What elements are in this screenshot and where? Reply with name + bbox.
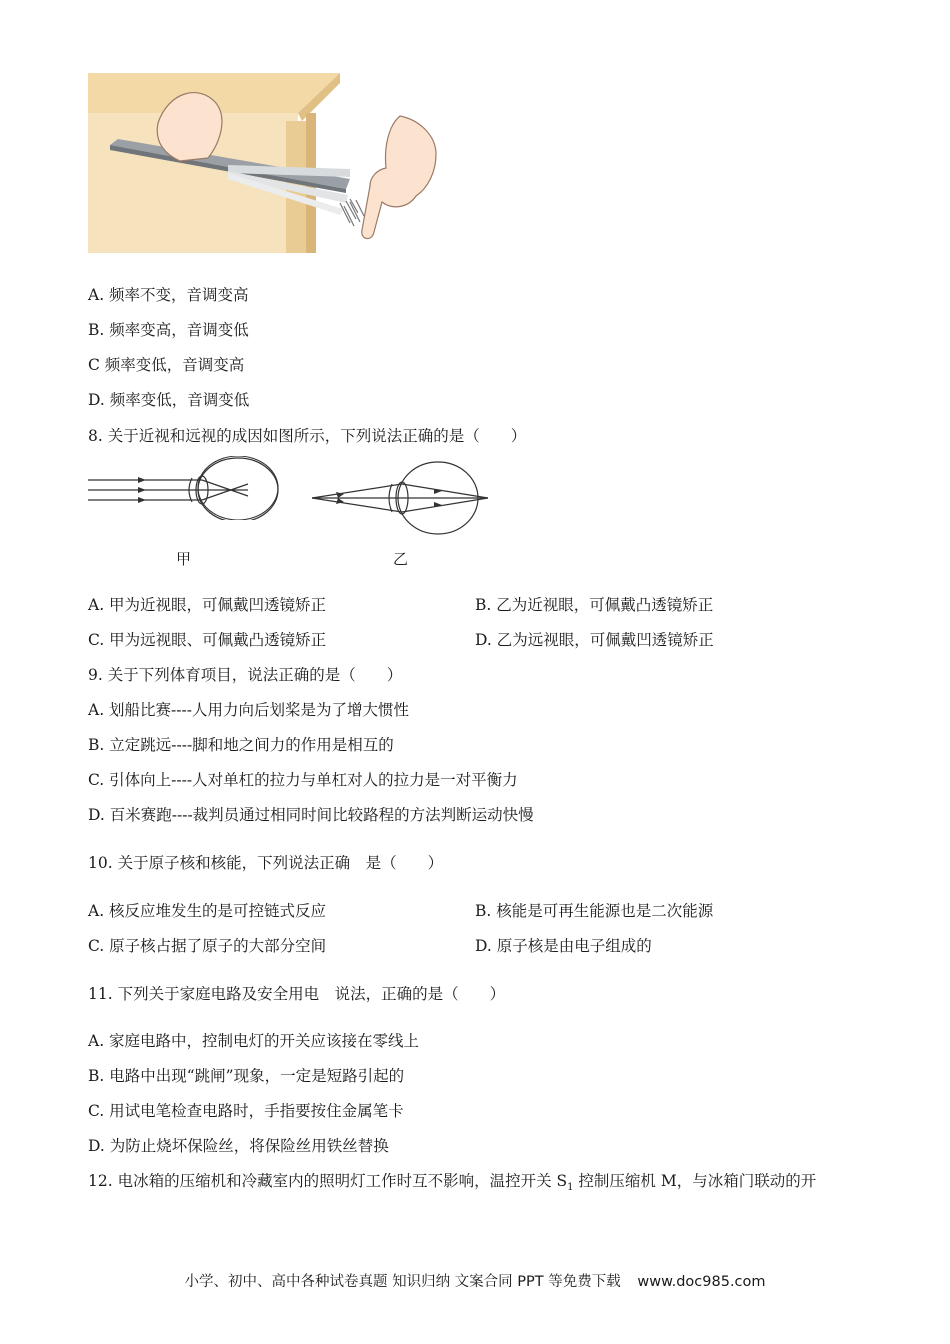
q12-stem-part-a: 12. 电冰箱的压缩机和冷藏室内的照明灯工作时互不影响，温控开关 S [88,1172,568,1190]
q10-option-c: C. 原子核占据了原子的大部分空间 [88,937,327,955]
q11-option-b: B. 电路中出现“跳闸”现象，一定是短路引起的 [88,1067,405,1085]
q10-option-b: B. 核能是可再生能源也是二次能源 [475,902,714,920]
q12-stem-subscript: 1 [567,1182,574,1194]
pointing-hand-figure [340,112,450,242]
q7-option-b: B. 频率变高，音调变低 [88,321,249,339]
q8-stem: 8. 关于近视和远视的成因如图所示，下列说法正确的是（ ） [88,427,527,445]
q9-option-a: A. 划船比赛----人用力向后划桨是为了增大惯性 [88,701,409,719]
q8-option-a: A. 甲为近视眼，可佩戴凹透镜矫正 [88,596,327,614]
q10-option-d: D. 原子核是由电子组成的 [475,937,652,955]
q8-option-c: C. 甲为远视眼、可佩戴凸透镜矫正 [88,631,327,649]
q11-option-c: C. 用试电笔检查电路时，手指要按住金属笔卡 [88,1102,404,1120]
q11-stem: 11. 下列关于家庭电路及安全用电 说法，正确的是（ ） [88,985,506,1003]
ruler-experiment-figure [88,73,358,256]
q10-option-a: A. 核反应堆发生的是可控链式反应 [88,902,327,920]
q9-option-d: D. 百米赛跑----裁判员通过相同时间比较路程的方法判断运动快慢 [88,806,534,824]
q7-option-d: D. 频率变低，音调变低 [88,391,250,409]
fig-label-yi: 乙 [393,550,409,568]
q12-stem [88,1171,816,1198]
q7-option-a: A. 频率不变，音调变高 [88,286,249,304]
q8-option-d: D. 乙为远视眼，可佩戴凹透镜矫正 [475,631,714,649]
page-footer [0,1270,950,1291]
q10-stem: 10. 关于原子核和核能，下列说法正确 是（ ） [88,854,444,872]
q9-option-c: C. 引体向上----人对单杠的拉力与单杠对人的拉力是一对平衡力 [88,771,518,789]
q9-option-b: B. 立定跳远----脚和地之间力的作用是相互的 [88,736,394,754]
q11-option-a: A. 家庭电路中，控制电灯的开关应该接在零线上 [88,1032,420,1050]
fig-label-jia: 甲 [176,550,192,568]
q9-stem: 9. 关于下列体育项目，说法正确的是（ ） [88,666,403,684]
q7-option-c: C 频率变低，音调变高 [88,356,245,374]
q11-option-d: D. 为防止烧坏保险丝，将保险丝用铁丝替换 [88,1137,389,1155]
q12-stem-part-b: 控制压缩机 M，与冰箱门联动的开 [573,1172,817,1190]
footer-text: 小学、初中、高中各种试卷真题 知识归纳 文案合同 PPT 等免费下载 [184,1274,621,1290]
eye-diagram-yi [310,456,495,536]
footer-site: www.doc985.com [637,1274,766,1290]
eye-diagram-jia [88,456,288,520]
q8-option-b: B. 乙为近视眼，可佩戴凸透镜矫正 [475,596,714,614]
